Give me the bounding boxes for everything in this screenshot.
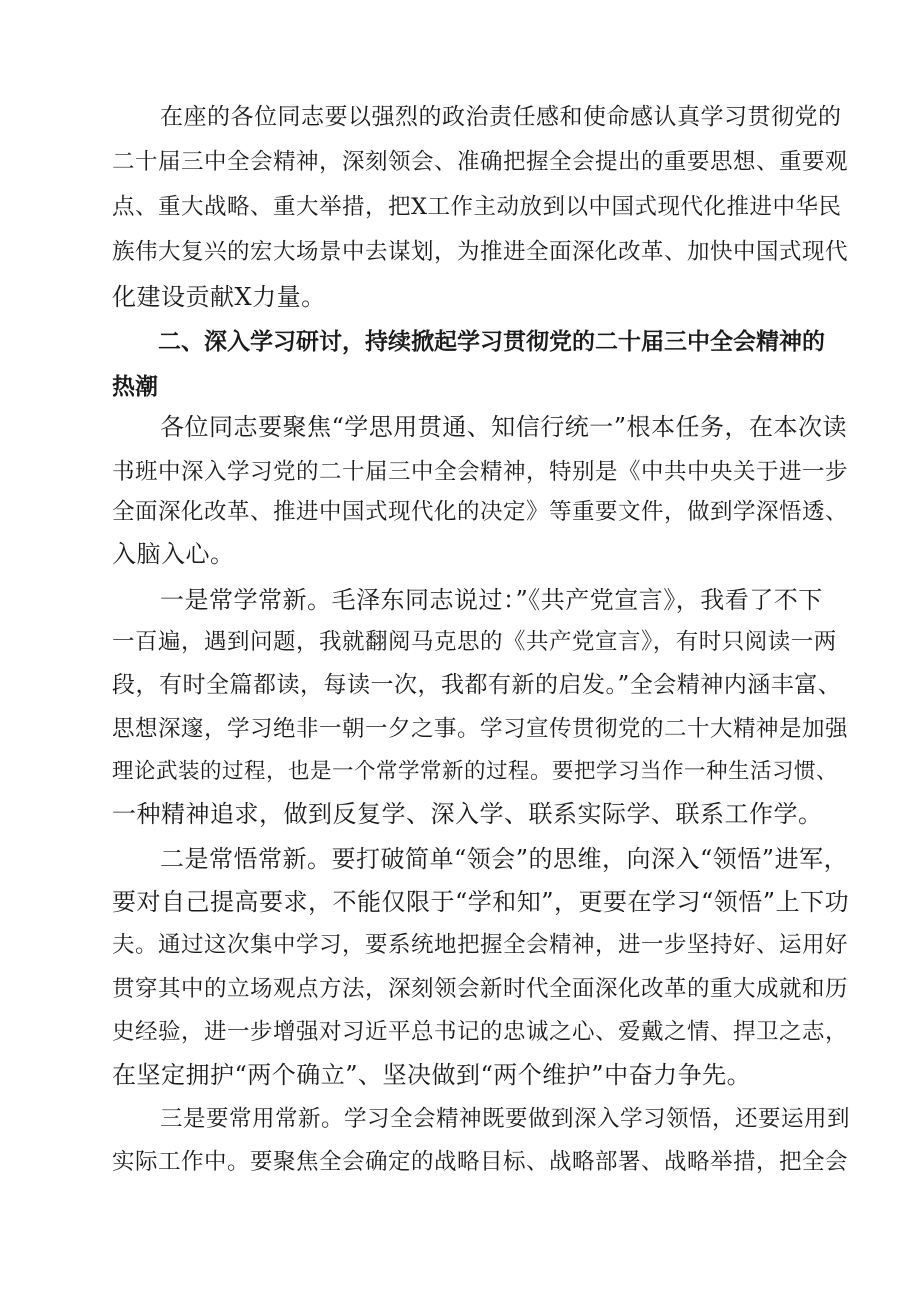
section-heading-line-1: 二、深入学习研讨，持续掀起学习贯彻党的二十届三中全会精神的 (158, 329, 825, 355)
paragraph-4-line-1: 二是常悟常新。要打破简单“领会”的思维，向深入“领悟”进军， (160, 845, 849, 873)
paragraph-2-line-2: 书班中深入学习党的二十届三中全会精神，特别是《中共中央关于进一步 (112, 459, 849, 485)
paragraph-4-line-3: 夫。通过这次集中学习，要系统地把握全会精神，进一步坚持好、运用好 (112, 932, 849, 958)
paragraph-4-line-2: 要对自己提高要求，不能仅限于“学和知”，更要在学习“领悟”上下功 (112, 888, 850, 916)
paragraph-3-line-3: 段，有时全篇都读，每读一次，我都有新的启发。”全会精神内涵丰富、 (112, 672, 842, 698)
paragraph-4-line-5: 史经验，进一步增强对习近平总书记的忠诚之心、爱戴之情、捍卫之志， (112, 1019, 849, 1045)
paragraph-1-line-5: 化建设贡献X力量。 (112, 283, 326, 311)
paragraph-1-line-1: 在座的各位同志要以强烈的政治责任感和使命感认真学习贯彻党的 (160, 104, 842, 130)
paragraph-1-line-4: 族伟大复兴的宏大场景中去谋划，为推进全面深化改革、加快中国式现代 (112, 239, 849, 265)
paragraph-3-line-1: 一是常学常新。毛泽东同志说过：”《共产党宣言》，我看了不下 (160, 586, 823, 614)
paragraph-1-line-3: 点、重大战略、重大举措，把X工作主动放到以中国式现代化推进中华民 (112, 194, 842, 220)
section-heading-line-2: 热潮 (112, 374, 158, 400)
paragraph-5-line-1: 三是要常用常新。学习全会精神既要做到深入学习领悟，还要运用到 (160, 1106, 851, 1132)
paragraph-3-line-6: 一种精神追求，做到反复学、深入学、联系实际学、联系工作学。 (112, 800, 823, 828)
paragraph-4-line-6: 在坚定拥护“两个确立”、坚决做到“两个维护”中奋力争先。 (112, 1061, 752, 1089)
paragraph-4-line-4: 贯穿其中的立场观点方法，深刻领会新时代全面深化改革的重大成就和历 (112, 976, 849, 1002)
paragraph-5-line-2: 实际工作中。要聚焦全会确定的战略目标、战略部署、战略举措，把全会 (112, 1149, 849, 1175)
paragraph-2-line-4: 入脑入心。 (112, 540, 235, 568)
paragraph-3-line-2: 一百遍，遇到问题，我就翻阅马克思的《共产党宣言》，有时只阅读一两 (112, 629, 837, 655)
paragraph-2-line-1: 各位同志要聚焦“学思用贯通、知信行统一”根本任务，在本次读 (160, 413, 848, 441)
paragraph-3-line-5: 理论武装的过程，也是一个常学常新的过程。要把学习当作一种生活习惯、 (112, 759, 839, 784)
paragraph-3-line-4: 思想深邃，学习绝非一朝一夕之事。学习宣传贯彻党的二十大精神是加强 (112, 716, 849, 742)
paragraph-1-line-2: 二十届三中全会精神，深刻领会、准确把握全会提出的重要思想、重要观 (112, 149, 849, 175)
paragraph-2-line-3: 全面深化改革、推进中国式现代化的决定》等重要文件，做到学深悟透、 (112, 499, 849, 525)
